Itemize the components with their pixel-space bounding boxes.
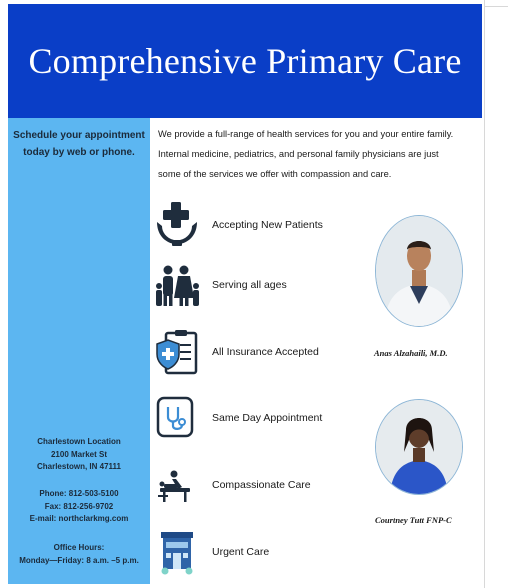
service-item-all-ages (154, 260, 374, 310)
location-line: Charlestown Location (37, 437, 121, 446)
urgent-care-building-icon (154, 527, 200, 577)
flyer-page (8, 4, 482, 584)
fax-line: Fax: 812-256-9702 (44, 501, 114, 511)
service-label: Accepting New Patients (212, 219, 323, 231)
service-label: All Insurance Accepted (212, 346, 319, 358)
phone-line: Phone: 812-503-5100 (39, 489, 119, 498)
location-line: 2100 Market St (50, 449, 108, 459)
family-icon (154, 260, 200, 310)
contact-block (8, 488, 150, 526)
service-label: Compassionate Care (212, 479, 311, 491)
intro-line: Internal medicine, pediatrics, and personal family physicians are just (158, 149, 439, 159)
intro-paragraph (158, 124, 480, 184)
service-item-compassionate (154, 460, 374, 510)
provider-photo-tutt (375, 399, 463, 495)
sidebar (8, 118, 150, 584)
service-item-urgent-care (154, 527, 374, 577)
stethoscope-icon (154, 393, 200, 443)
hours-block (8, 542, 150, 567)
patient-care-icon (154, 460, 200, 510)
service-item-same-day (154, 393, 374, 443)
email-line: E-mail: northclarkmg.com (29, 514, 129, 523)
title-banner (8, 4, 482, 118)
page-edge-right (484, 0, 485, 588)
insurance-clipboard-icon (154, 327, 200, 377)
location-line: Charlestown, IN 47111 (36, 462, 122, 471)
service-item-new-patients (154, 200, 374, 250)
service-item-insurance (154, 327, 374, 377)
service-label: Urgent Care (212, 546, 270, 558)
schedule-line: today by web or phone. (23, 147, 135, 158)
location-block (8, 436, 150, 474)
provider-photo-alzahaili (375, 215, 463, 327)
hours-line: Monday—Friday: 8 a.m. –5 p.m. (19, 555, 139, 565)
hours-line: Office Hours: (53, 543, 105, 552)
page-edge-top (484, 6, 508, 7)
schedule-text (12, 127, 146, 161)
service-label: Serving all ages (212, 279, 287, 291)
page-title: Comprehensive Primary Care (28, 41, 462, 81)
service-label: Same Day Appointment (212, 412, 323, 424)
intro-line: some of the services we offer with compassion and care. (158, 169, 392, 179)
provider-name-tutt: Courtney Tutt FNP-C (375, 515, 452, 525)
intro-line: We provide a full-range of health services for you and your entire family. (158, 129, 454, 139)
schedule-line: Schedule your appointment (13, 130, 145, 141)
hands-cross-icon (154, 200, 200, 250)
provider-name-alzahaili: Anas Alzahaili, M.D. (374, 348, 448, 358)
